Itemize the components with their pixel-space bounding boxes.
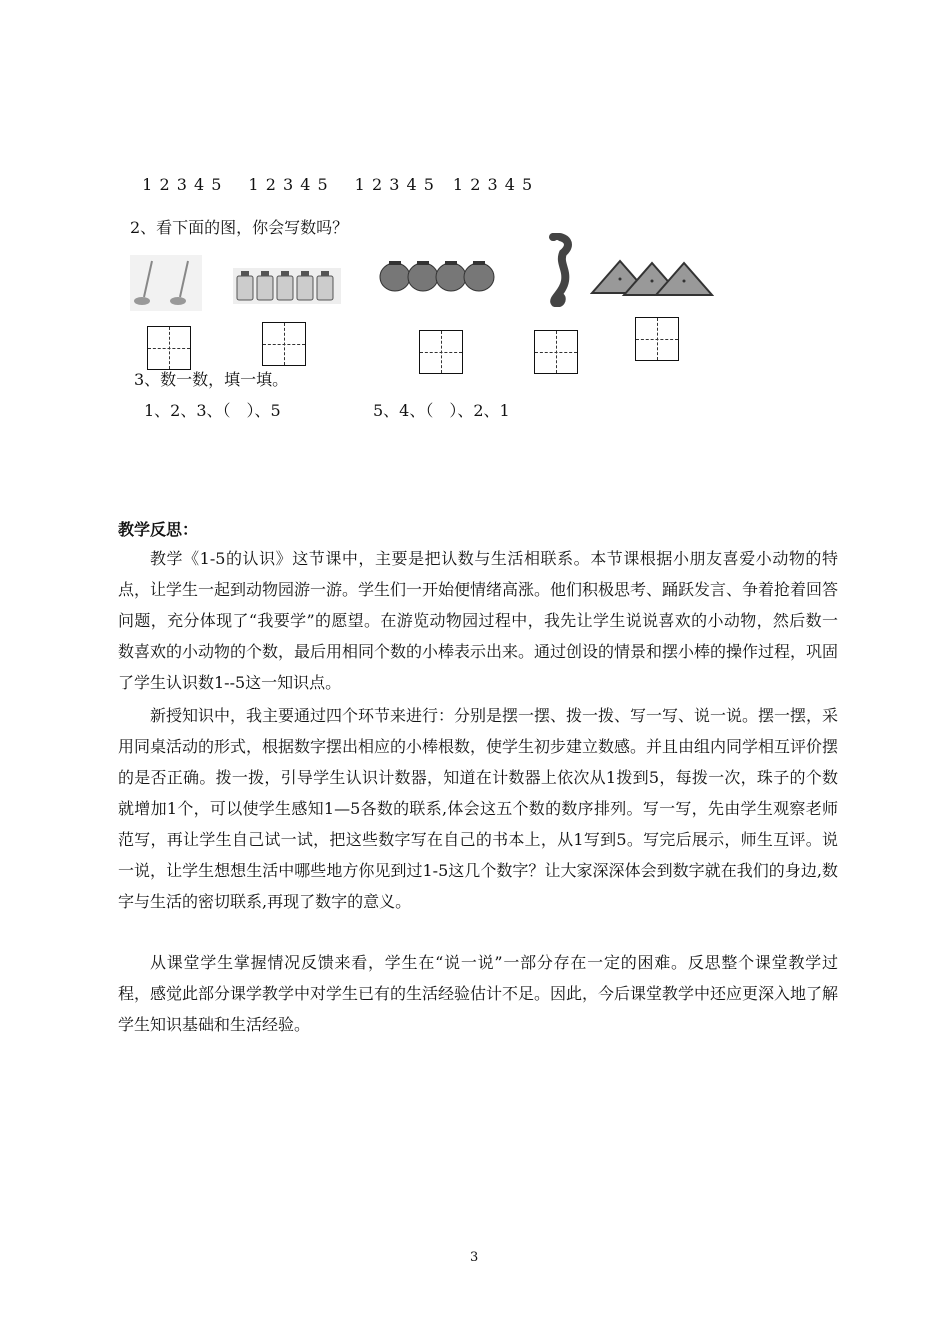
- question-2: 2、看下面的图，你会写数吗？: [130, 218, 349, 237]
- reflection-title: 教学反思：: [118, 520, 199, 539]
- reflection-paragraph-2: 新授知识中，我主要通过四个环节来进行：分别是摆一摆、拨一拨、写一写、说一说。摆一摆，采用同桌活动的形式，根据数字摆出相应的小棒根数，使学生初步建立数感。并且由组内同学相互评价摆的是否正确。拨一拨，引导学生认识计数器，知道在计数器上依次从1拨到5，每拨一次，珠子的个数就增加1个，可以使学生感知1—5各数的联系,体会这五个数的数序排列。写一写，先由学生观察老师范写，再让学生自己试一试，把这些数字写在自己的书本上，从1写到5。写完后展示，师生互评。说一说，让学生想想生活中哪些地方你见到过1-5这几个数字？让大家深深体会到数字就在我们的身边,数字与生活的密切联系,再现了数字的意义。: [118, 706, 839, 911]
- number-sequence: 1 2 3 4 5: [248, 175, 329, 194]
- number-sequence-row: [130, 156, 533, 194]
- answer-box[interactable]: [534, 330, 578, 374]
- sequence-blank-2: 5、4、（ ）、2、1: [373, 401, 510, 420]
- answer-box[interactable]: [635, 317, 679, 361]
- reflection-paragraph-3: 从课堂学生掌握情况反馈来看，学生在“说一说”一部分存在一定的困难。反思整个课堂教学过程，感觉此部分课学教学中对学生已有的生活经验估计不足。因此，今后课堂教学中还应更深入地了解学生知识基础和生活经验。: [118, 953, 839, 1034]
- watermelon-icon: [590, 257, 714, 299]
- number-sequence: 1 2 3 4 5: [142, 175, 223, 194]
- strawberry-icon: [379, 255, 497, 295]
- page-number: 3: [470, 1250, 479, 1265]
- bottle-icon: [233, 268, 341, 304]
- answer-box[interactable]: [419, 330, 463, 374]
- reflection-paragraph-1: 教学《1-5的认识》这节课中，主要是把认数与生活相联系。本节课根据小朋友喜爱小动物的特点，让学生一起到动物园游一游。学生们一开始便情绪高涨。他们积极思考、踊跃发言、争着抢着回答问题，充分体现了“我要学”的愿望。在游览动物园过程中，我先让学生说说喜欢的小动物，然后数一数喜欢的小动物的个数，最后用相同个数的小棒表示出来。通过创设的情景和摆小棒的操作过程，巩固了学生认识数1--5这一知识点。: [118, 549, 839, 692]
- seahorse-icon: [533, 233, 581, 307]
- answer-box[interactable]: [262, 322, 306, 366]
- number-sequence: 1 2 3 4 5: [452, 175, 534, 194]
- question-3: 3、数一数，填一填。: [134, 370, 289, 389]
- sequence-blank-1: 1、2、3、（ ）、5: [144, 401, 281, 420]
- number-sequence: 1 2 3 4 5: [354, 175, 435, 194]
- answer-box[interactable]: [147, 326, 191, 370]
- spoon-icon: [130, 255, 202, 311]
